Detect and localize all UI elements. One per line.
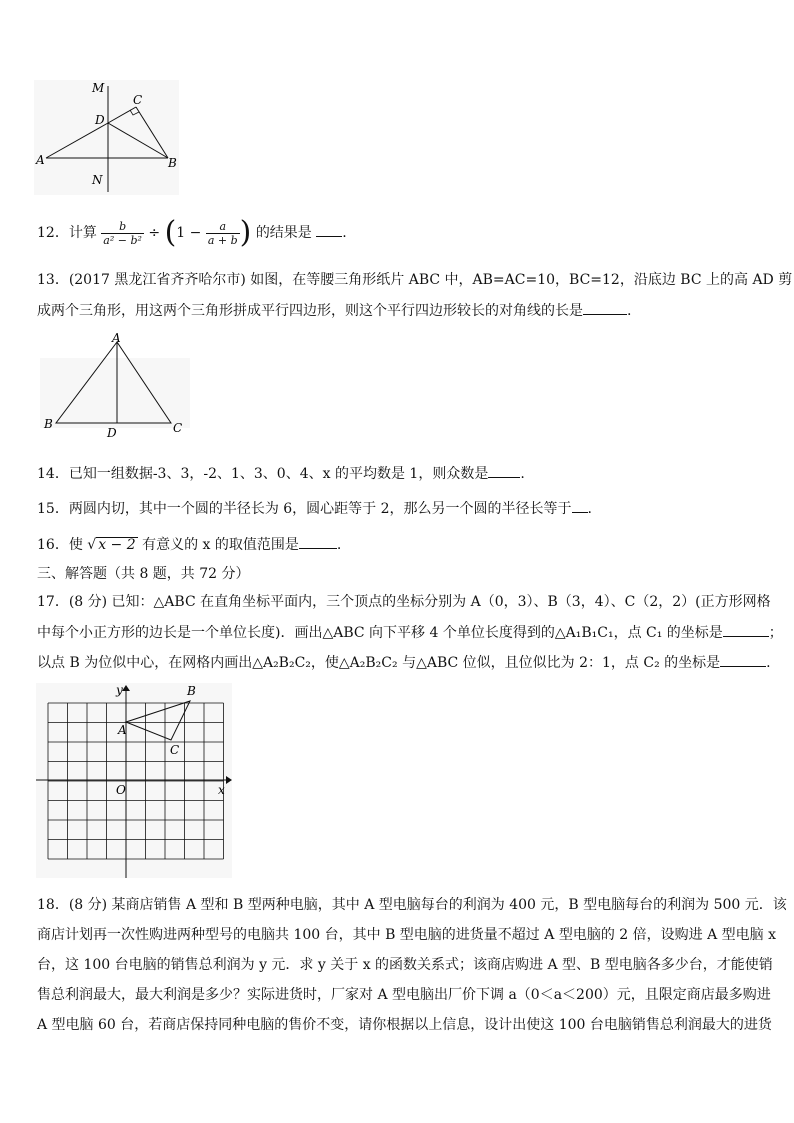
figure-perpendicular-bisector [34, 80, 179, 195]
label-A: A [118, 723, 127, 737]
question-18-line3: 台，这 100 台电脑的销售总利润为 y 元．求 y 关于 x 的函数关系式；该商店购进 A 型、B 型电脑各多少台，才能使销 [37, 957, 773, 973]
question-17-line2: 中每个小正方形的边长是一个单位长度)．画出△ABC 向下平移 4 个单位长度得到的△A₁B₁C₁，点 C₁ 的坐标是 ； [37, 622, 783, 643]
sqrt-symbol: √ [87, 537, 97, 553]
answer-blank [299, 534, 337, 549]
question-18-line2: 商店计划再一次性购进两种型号的电脑共 100 台，其中 B 型电脑的进货量不超过 A 型电脑的 2 倍，设购进 A 型电脑 x [37, 927, 776, 943]
question-13-line2: 成两个三角形，用这两个三角形拼成平行四边形，则这个平行四边形较长的对角线的长是 . [37, 300, 631, 321]
section-heading: 三、解答题（共 8 题，共 72 分） [37, 566, 250, 582]
answer-blank [720, 652, 766, 667]
label-A: A [112, 331, 121, 345]
answer-blank [488, 463, 520, 478]
label-D: D [95, 113, 105, 127]
q12-one-minus: 1 − [176, 225, 202, 241]
question-13-line1: 13．(2017 黑龙江省齐齐哈尔市) 如图，在等腰三角形纸片 ABC 中，AB=AC=10，BC=12，沿底边 BC 上的高 AD 剪 [37, 272, 793, 288]
question-18-line1: 18．(8 分) 某商店销售 A 型和 B 型两种电脑，其中 A 型电脑每台的利润为 400 元，B 型电脑每台的利润为 500 元．该 [37, 897, 787, 913]
label-D: D [107, 426, 117, 440]
question-18-line5: A 型电脑 60 台，若商店保持同种电脑的售价不变，请你根据以上信息，设计出使这 100 台电脑销售总利润最大的进货 [37, 1017, 772, 1033]
q12-prefix: 12．计算 [37, 225, 97, 241]
answer-blank [583, 300, 627, 315]
q12-fraction-2: $\frac{a}{a + b}$ [207, 219, 238, 247]
label-B: B [44, 417, 53, 431]
q12-divide: ÷ [148, 225, 161, 241]
question-12: 12．计算 $\frac{b}{\text{a² − b²}}$ ÷ (1 − $\frac{a}{a + b}$ ) 的结果是 . [37, 215, 347, 250]
label-y: y [116, 683, 123, 697]
question-17-line1: 17．(8 分) 已知：△ABC 在直角坐标平面内，三个顶点的坐标分别为 A（0，3）、B（3，4）、C（2，2）(正方形网格 [37, 594, 771, 610]
question-16: 16．使 √ x − 2 有意义的 x 的取值范围是 . [37, 534, 341, 555]
label-O: O [116, 783, 126, 797]
answer-blank [572, 498, 588, 513]
figure-coordinate-grid [36, 683, 232, 878]
q12-suffix: 的结果是 [255, 225, 312, 241]
label-N: N [92, 173, 103, 187]
label-C: C [173, 421, 183, 435]
question-18-line4: 售总利润最大，最大利润是多少？实际进货时，厂家对 A 型电脑出厂价下调 a（0＜a＜200）元，且限定商店最多购进 [37, 987, 771, 1003]
figure-isosceles-triangle [40, 330, 190, 440]
label-A: A [36, 153, 45, 167]
q12-fraction-1: $\frac{b}{\text{a² − b²}}$ [103, 219, 142, 247]
question-15: 15．两圆内切，其中一个圆的半径长为 6，圆心距等于 2，那么另一个圆的半径长等于 . [37, 498, 592, 519]
question-14: 14．已知一组数据-3、3，-2、1、3、0、4、x 的平均数是 1，则众数是 . [37, 463, 525, 484]
label-x: x [218, 783, 225, 797]
answer-blank [316, 222, 342, 237]
question-17-line3: 以点 B 为位似中心，在网格内画出△A₂B₂C₂，使△A₂B₂C₂ 与△ABC 位似，且位似比为 2：1，点 C₂ 的坐标是 . [37, 652, 771, 673]
label-C: C [133, 93, 143, 107]
label-C: C [170, 743, 180, 757]
label-B: B [168, 156, 177, 170]
label-B: B [187, 684, 196, 698]
q16-radicand: x − 2 [98, 537, 136, 553]
label-M: M [92, 81, 105, 95]
answer-blank [723, 622, 769, 637]
